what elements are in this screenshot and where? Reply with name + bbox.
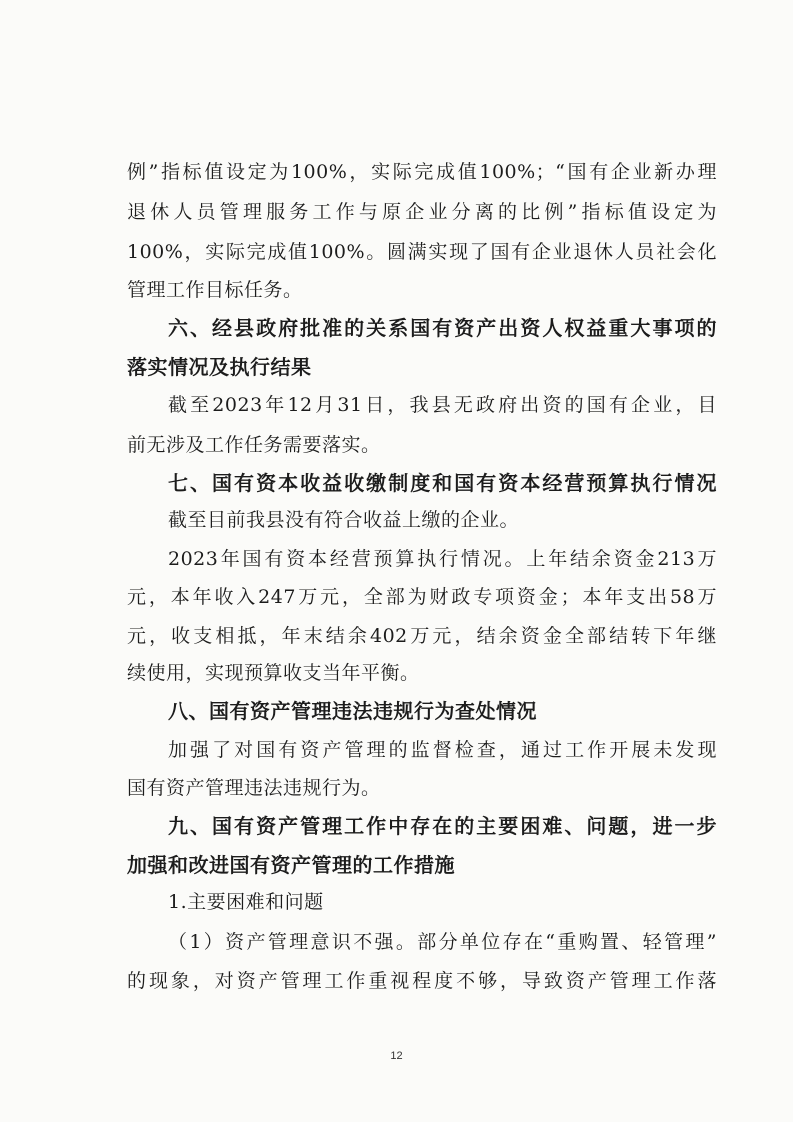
section-heading: 加强和改进国有资产管理的工作措施 <box>127 853 455 877</box>
section-heading: 落实情况及执行结果 <box>127 355 312 379</box>
subsection-heading: 1.主要困难和问题 <box>168 891 324 913</box>
text-line: 100%，实际完成值100%。圆满实现了国有企业退休人员社会化 <box>127 241 717 263</box>
text-line: 截至目前我县没有符合收益上缴的企业。 <box>168 509 520 531</box>
section-heading: 七、国有资本收益收缴制度和国有资本经营预算执行情况 <box>168 471 717 495</box>
page-number: 12 <box>390 1050 403 1062</box>
text-line: 2023年国有资本经营预算执行情况。上年结余资金213万 <box>168 548 717 570</box>
section-heading: 八、国有资产管理违法违规行为查处情况 <box>168 699 537 723</box>
text-line: 加强了对国有资产管理的监督检查，通过工作开展未发现 <box>168 739 717 761</box>
section-heading: 六、经县政府批准的关系国有资产出资人权益重大事项的 <box>168 316 717 340</box>
text-line: 截至2023年12月31日，我县无政府出资的国有企业，目 <box>168 394 717 416</box>
text-line: 退休人员管理服务工作与原企业分离的比例”指标值设定为 <box>127 201 717 223</box>
section-heading: 九、国有资产管理工作中存在的主要困难、问题，进一步 <box>168 814 717 838</box>
text-line: 续使用，实现预算收支当年平衡。 <box>127 662 420 684</box>
text-line: 的现象，对资产管理工作重视程度不够，导致资产管理工作落 <box>127 970 717 992</box>
text-line: 元，收支相抵，年末结余402万元，结余资金全部结转下年继 <box>127 625 717 647</box>
text-line: 国有资产管理违法违规行为。 <box>127 777 381 799</box>
text-line: 例”指标值设定为100%，实际完成值100%；“国有企业新办理 <box>127 161 717 183</box>
text-line: 管理工作目标任务。 <box>127 279 303 301</box>
text-line: 前无涉及工作任务需要落实。 <box>127 434 381 456</box>
text-line: 元，本年收入247万元，全部为财政专项资金；本年支出58万 <box>127 586 717 608</box>
text-line: （1）资产管理意识不强。部分单位存在“重购置、轻管理” <box>168 931 717 953</box>
